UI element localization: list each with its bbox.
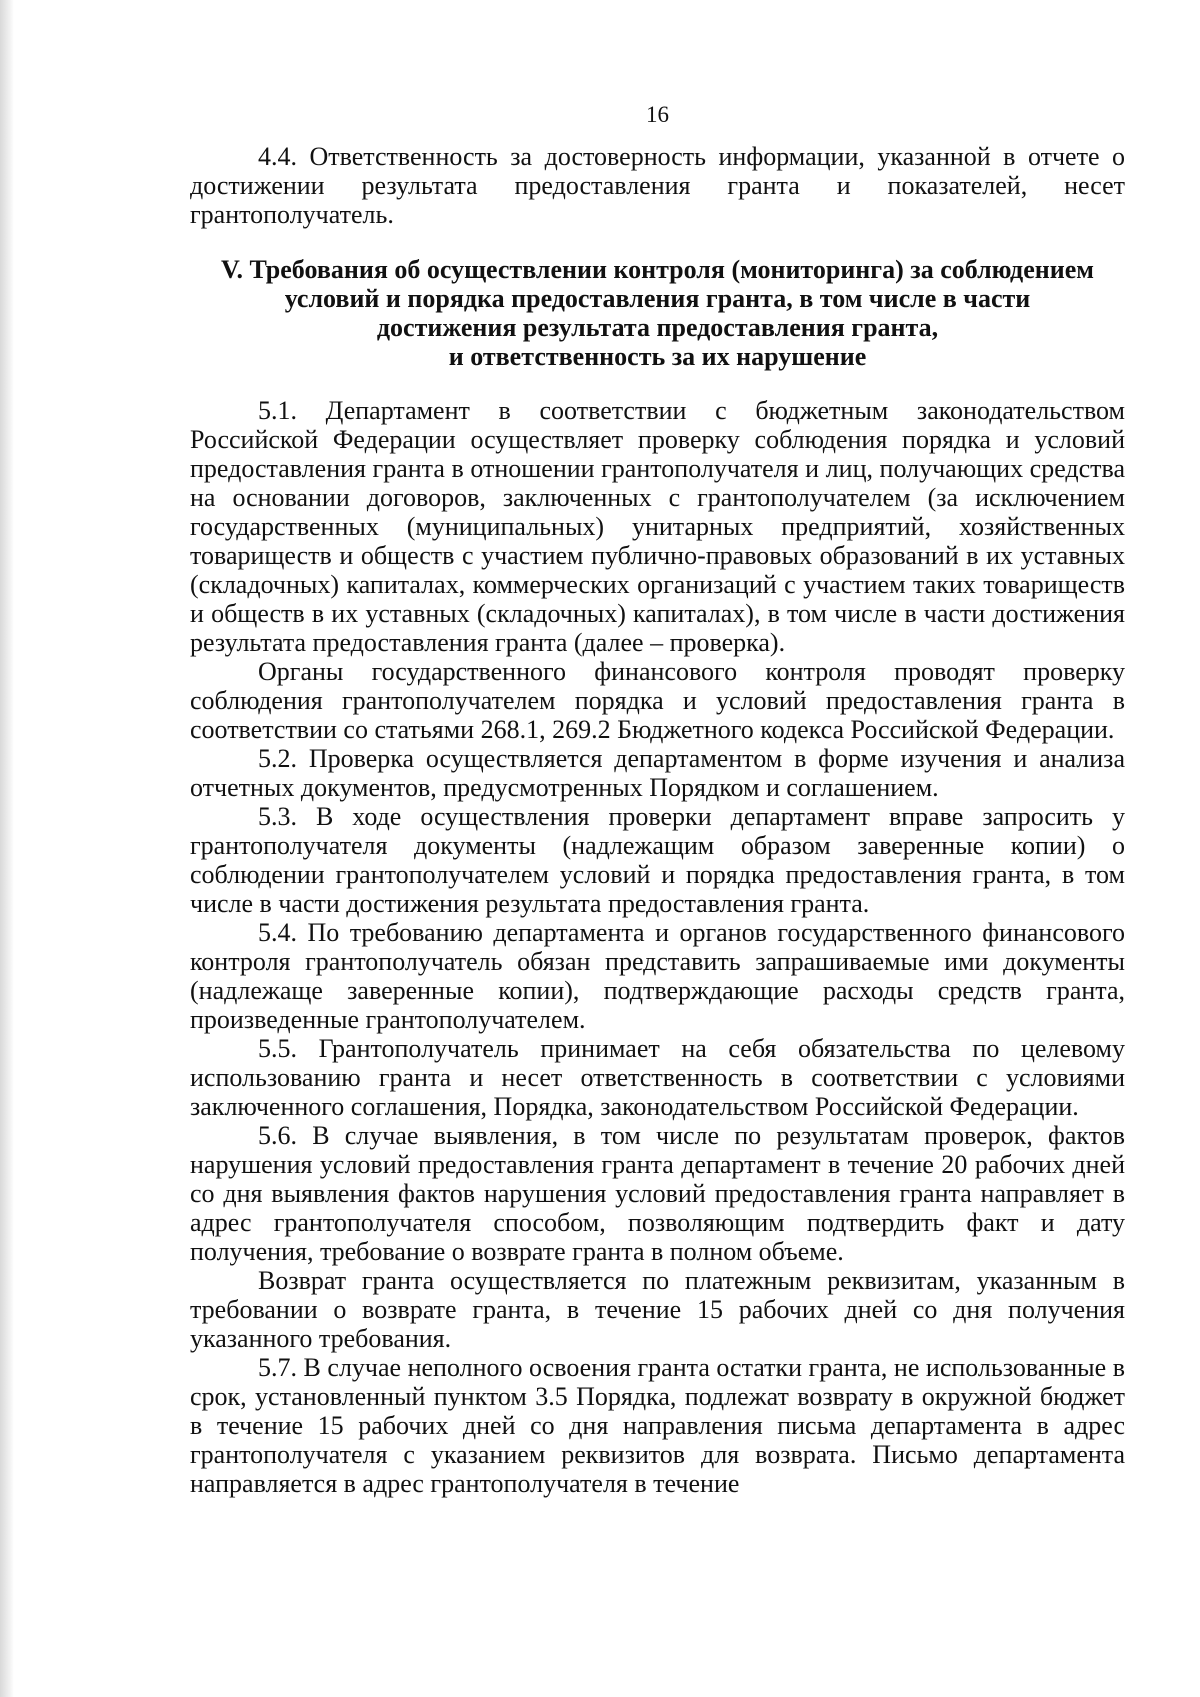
document-page — [190, 100, 1125, 1498]
paragraph-5-1: 5.1. Департамент в соответствии с бюджетным законодательством Российской Федерации осуществляет проверку соблюдения порядка и условий предоставления гранта в отношении грантополучателя и лиц, получающих средства на основании договоров, заключенных с грантополучателем (за исключением государственных (муниципальных) унитарных предприятий, хозяйственных товариществ и обществ с участием публично-правовых образований в их уставных (складочных) капиталах, коммерческих организаций с участием таких товариществ и обществ в их уставных (складочных) капиталах), в том числе в части достижения результата предоставления гранта (далее – проверка). — [190, 396, 1125, 657]
section-heading-line: условий и порядка предоставления гранта, в том числе в части — [284, 284, 1031, 313]
paragraph-5-3: 5.3. В ходе осуществления проверки департамент вправе запросить у грантополучателя документы (надлежащим образом заверенные копии) о соблюдении грантополучателем условий и порядка предоставления гранта, в том числе в части достижения результата предоставления гранта. — [190, 802, 1125, 918]
section-heading-line: достижения результата предоставления гранта, — [376, 313, 939, 342]
paragraph-5-6-refund: Возврат гранта осуществляется по платежным реквизитам, указанным в требовании о возврате гранта, в течение 15 рабочих дней со дня получения указанного требования. — [190, 1266, 1125, 1353]
paragraph-5-4: 5.4. По требованию департамента и органов государственного финансового контроля грантополучатель обязан представить запрашиваемые ими документы (надлежаще заверенные копии), подтверждающие расходы средств гранта, произведенные грантополучателем. — [190, 918, 1125, 1034]
section-heading-line: и ответственность за их нарушение — [448, 342, 867, 371]
paragraph-5-2: 5.2. Проверка осуществляется департаментом в форме изучения и анализа отчетных документов, предусмотренных Порядком и соглашением. — [190, 744, 1125, 802]
section-heading-line: V. Требования об осуществлении контроля (мониторинга) за соблюдением — [221, 255, 1094, 284]
paragraph-5-1-control-bodies: Органы государственного финансового контроля проводят проверку соблюдения грантополучателем порядка и условий предоставления гранта в соответствии со статьями 268.1, 269.2 Бюджетного кодекса Российской Федерации. — [190, 657, 1125, 744]
paragraph-5-7: 5.7. В случае неполного освоения гранта остатки гранта, не использованные в срок, установленный пунктом 3.5 Порядка, подлежат возврату в окружной бюджет в течение 15 рабочих дней со дня направления письма департамента в адрес грантополучателя с указанием реквизитов для возврата. Письмо департамента направляется в адрес грантополучателя в течение — [190, 1353, 1125, 1498]
scan-edge-shadow — [0, 0, 14, 1697]
paragraph-4-4: 4.4. Ответственность за достоверность информации, указанной в отчете о достижении результата предоставления гранта и показателей, несет грантополучатель. — [190, 142, 1125, 229]
section-heading — [190, 255, 1125, 371]
paragraph-5-6: 5.6. В случае выявления, в том числе по результатам проверок, фактов нарушения условий предоставления гранта департамент в течение 20 рабочих дней со дня выявления фактов нарушения условий предоставления гранта направляет в адрес грантополучателя способом, позволяющим подтвердить факт и дату получения, требование о возврате гранта в полном объеме. — [190, 1121, 1125, 1266]
page-number: 16 — [646, 102, 669, 127]
paragraph-5-5: 5.5. Грантополучатель принимает на себя обязательства по целевому использованию гранта и несет ответственность в соответствии с условиями заключенного соглашения, Порядка, законодательством Российской Федерации. — [190, 1034, 1125, 1121]
